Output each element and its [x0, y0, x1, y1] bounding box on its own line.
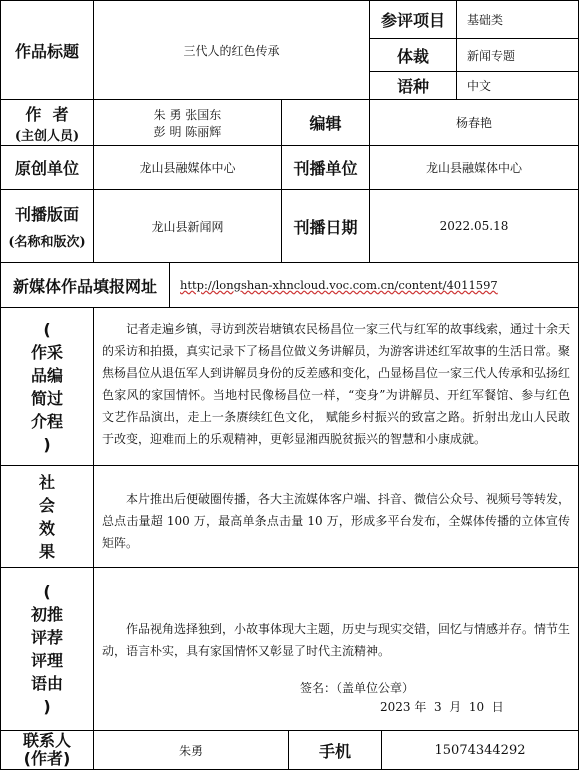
genre-value-cell: [456, 38, 579, 72]
url-label-cell: [0, 262, 170, 308]
language-label: 语种: [396, 77, 429, 96]
language-label-cell: [369, 71, 457, 100]
language-value: 中文: [467, 79, 492, 93]
url-value-cell: [169, 262, 579, 308]
process-label-part: (: [43, 319, 51, 339]
date-label: 刊播日期: [293, 217, 358, 237]
review-label-part: 评荐: [30, 628, 63, 647]
url-link[interactable]: http://longshan-xhncloud.voc.com.cn/content/4011597: [180, 278, 498, 292]
title-label: 作品标题: [14, 41, 79, 61]
contact-label-cell: [0, 730, 94, 770]
origin-label-cell: [0, 145, 94, 190]
effect-label-part: 社: [38, 472, 55, 492]
process-label-cell: [0, 307, 94, 466]
effect-label-part: 效: [38, 518, 55, 538]
publisher-label-cell: [281, 145, 370, 190]
signature-date: 2023 年 3 月 10 日: [380, 700, 504, 714]
review-label-part: 语由: [30, 674, 63, 693]
origin-value: 龙山县融媒体中心: [139, 161, 236, 175]
contact-value-cell: [93, 730, 289, 770]
publisher-value: 龙山县融媒体中心: [425, 161, 522, 175]
genre-label-cell: [369, 38, 457, 72]
process-label-part: ): [43, 434, 51, 454]
editor-value-cell: [369, 99, 579, 146]
category-value-cell: [456, 0, 579, 39]
edition-label: 刊播版面: [14, 205, 79, 224]
process-label-part: 简过: [30, 388, 63, 408]
editor-label-cell: [281, 99, 370, 146]
review-text: 作品视角选择独到，小故事体现大主题，历史与现实交错，回忆与情感并存。情节生动，语言朴实，具有家国情怀又彰显了时代主流精神。: [102, 622, 571, 658]
editor-value: 杨春艳: [455, 116, 492, 130]
review-label-part: 初推: [30, 605, 63, 624]
effect-label: [39, 471, 55, 563]
title-value-cell: [93, 0, 370, 100]
edition-label-cell: [0, 189, 94, 263]
phone-value-cell: [381, 730, 579, 770]
author-line-2: 彭 明 陈丽辉: [153, 124, 222, 139]
editor-label: 编辑: [309, 114, 342, 133]
author-value-cell: [93, 99, 282, 146]
edition-value: 龙山县新闻网: [151, 219, 224, 234]
signature-text: 签名：（盖单位公章）: [300, 681, 415, 695]
phone-label: 手机: [318, 741, 351, 761]
process-label-part: 介程: [30, 411, 63, 431]
date-label-cell: [281, 189, 370, 263]
title-value: 三代人的红色传承: [183, 43, 280, 58]
review-label-part: ): [43, 697, 51, 716]
process-label-part: 品编: [30, 365, 63, 385]
author-label-cell: [0, 99, 94, 146]
url-label: 新媒体作品填报网址: [12, 276, 157, 296]
category-label: 参评项目: [380, 11, 445, 30]
effect-label-part: 果: [38, 541, 55, 561]
review-label-part: (: [43, 582, 51, 601]
edition-value-cell: [93, 189, 282, 263]
contact-label: 联系人: [22, 731, 71, 750]
author-line-1: 朱 勇 张国东: [153, 107, 222, 122]
review-label: [31, 580, 63, 718]
process-label: [31, 318, 63, 456]
origin-label: 原创单位: [14, 159, 79, 178]
date-value-cell: [369, 189, 579, 263]
phone-label-cell: [288, 730, 382, 770]
genre-label: 体裁: [396, 46, 429, 66]
phone-value: 15074344292: [434, 742, 526, 758]
language-value-cell: [456, 71, 579, 100]
contact-sublabel: (作者): [23, 749, 71, 768]
contact-value: 朱勇: [178, 743, 203, 758]
process-label-part: 作采: [30, 342, 63, 362]
review-label-part: 评理: [30, 651, 63, 670]
date-value: 2022.05.18: [439, 219, 509, 233]
effect-label-part: 会: [38, 495, 55, 515]
origin-value-cell: [93, 145, 282, 190]
genre-value: 新闻专题: [467, 48, 516, 63]
author-sublabel: (主创人员): [14, 128, 80, 144]
edition-sublabel: (名称和版次): [8, 235, 86, 250]
author-label: 作 者: [25, 104, 69, 124]
effect-text: 本片推出后便破圈传播，各大主流媒体客户端、抖音、微信公众号、视频号等转发，总点击量超 100 万，最高单条点击量 10 万，形成多平台发布，全媒体传播的立体宣传矩阵。: [102, 492, 571, 550]
publisher-label: 刊播单位: [293, 159, 358, 178]
category-value: 基础类: [467, 13, 504, 27]
publisher-value-cell: [369, 145, 579, 190]
title-label-cell: [0, 0, 94, 100]
review-label-cell: [0, 567, 94, 731]
effect-label-cell: [0, 465, 94, 568]
category-label-cell: [369, 0, 457, 39]
process-text: 记者走遍乡镇，寻访到茨岩塘镇农民杨昌位一家三代与红军的故事线索，通过十余天的采访和拍摄，真实记录下了杨昌位做义务讲解员，为游客讲述红军故事的生活日常。聚焦杨昌位从退伍军人到讲解员身份的反差感和变化，凸显杨昌位一家三代人传承和弘扬红色家风的家国情怀。当地村民像杨昌位一样，“变身”为讲解员、开红军餐馆、参与红色文艺作品演出，走上一条赓续红色文化， 赋能乡村振兴的致富之路。折射出龙山人民敢于改变，迎难而上的乐观精神，更彰显湘西脱贫振兴的智慧和小康成就。: [102, 322, 571, 446]
